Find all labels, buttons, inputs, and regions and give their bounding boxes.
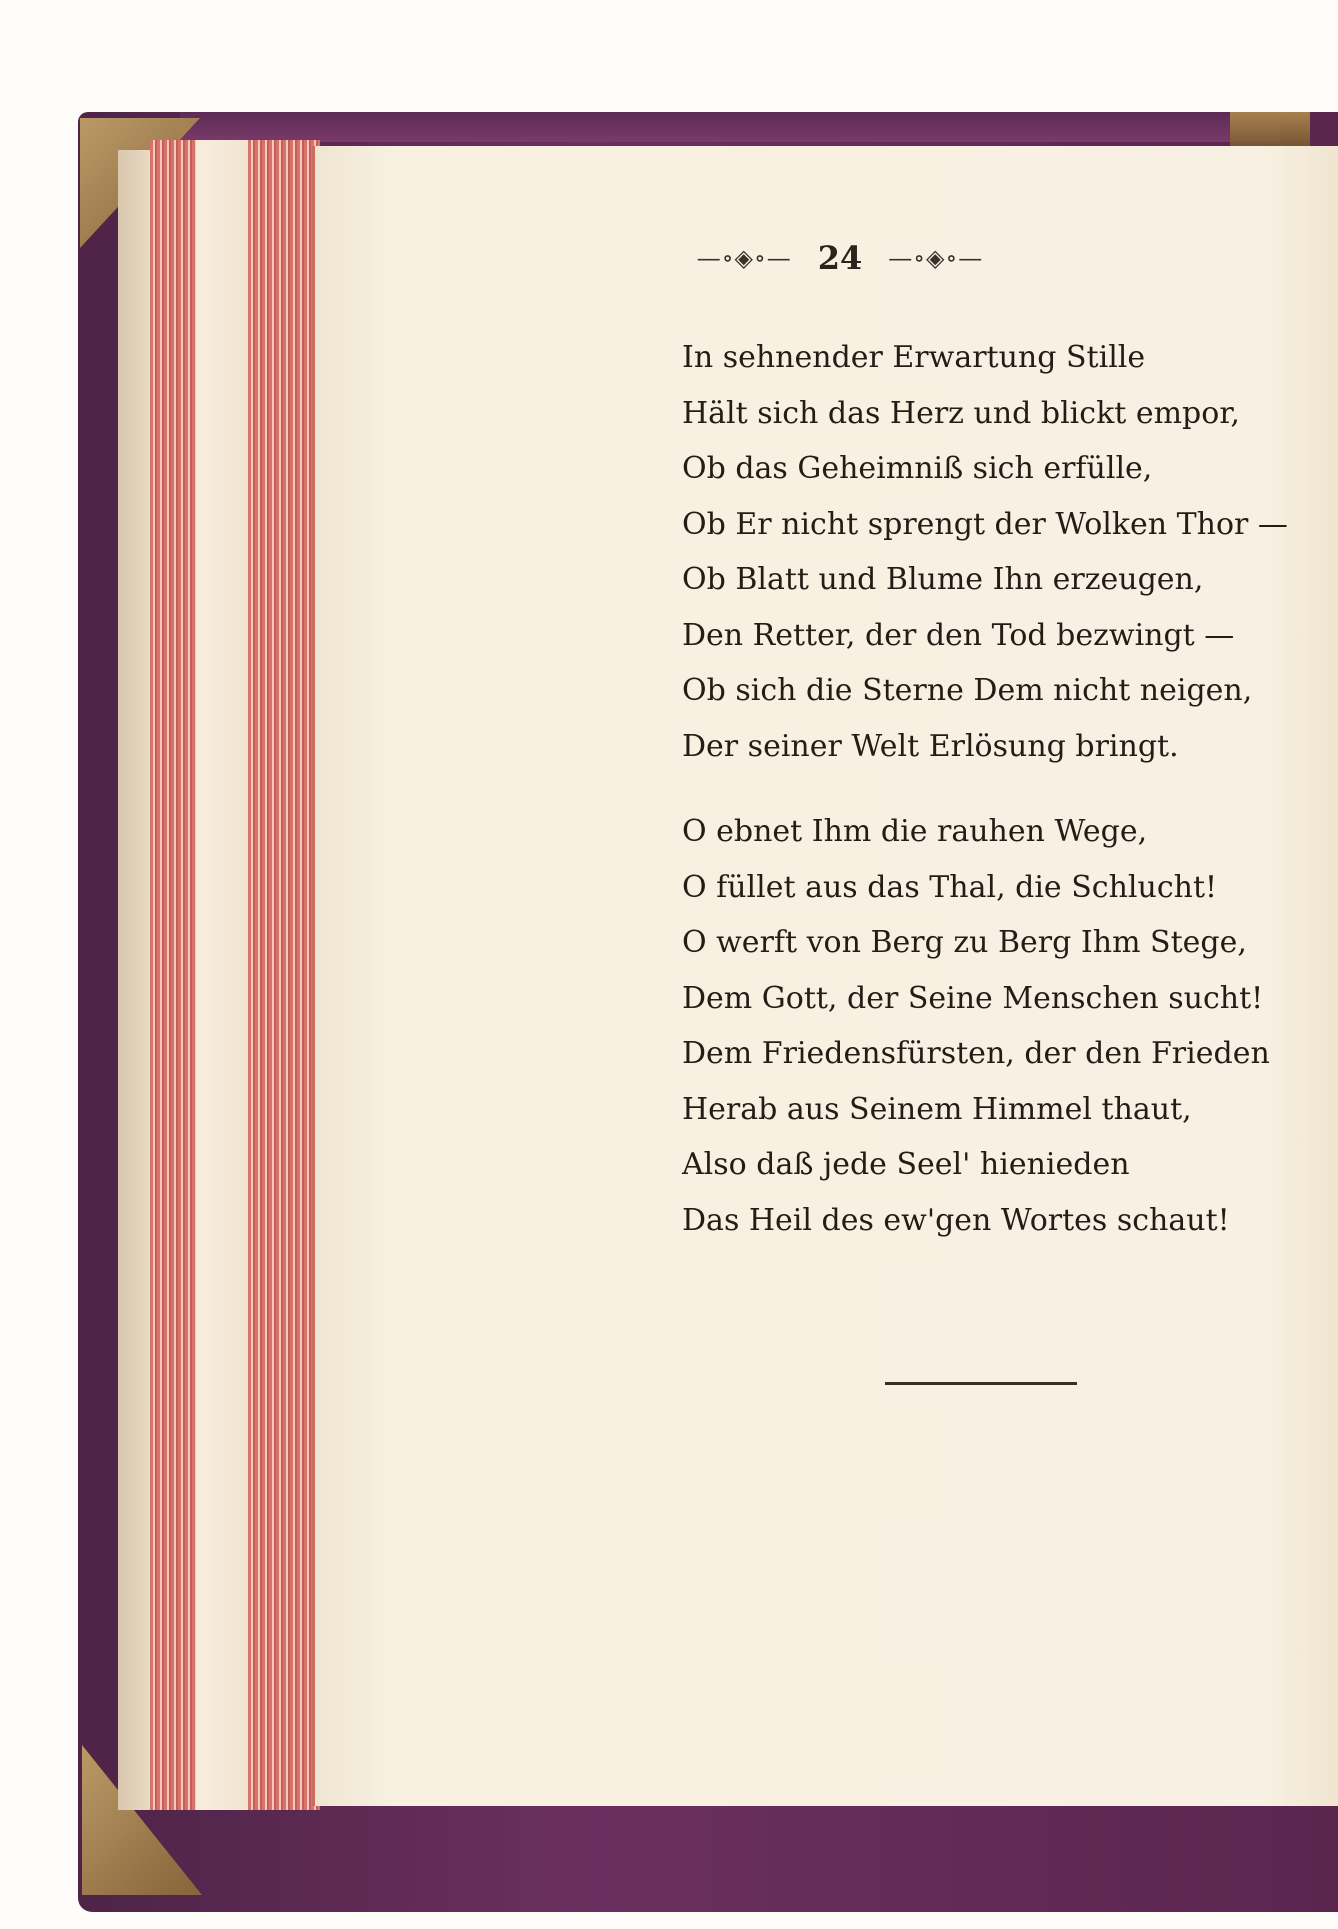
ornament-right: —∘◈∘—	[888, 244, 984, 272]
ornament-left: —∘◈∘—	[696, 244, 792, 272]
stanza-2	[682, 804, 1322, 1248]
poem-line: O füllet aus das Thal, die Schlucht!	[682, 869, 1218, 905]
poem-line: Also daß jede Seel' hienieden	[682, 1147, 1130, 1182]
poem-line: Das Heil des ew'gen Wortes schaut!	[682, 1202, 1230, 1238]
poem-line: In sehnender Erwartung Stille	[682, 340, 1146, 375]
poem-line: Herab aus Seinem Himmel thaut,	[682, 1091, 1192, 1127]
stanza-1	[682, 330, 1322, 774]
page-header	[540, 228, 1140, 288]
poem-line: Dem Friedensfürsten, der den Frieden	[682, 1036, 1270, 1071]
poem-line: Ob Blatt und Blume Ihn erzeugen,	[682, 562, 1204, 597]
poem-line: Dem Gott, der Seine Menschen sucht!	[682, 980, 1264, 1016]
page-number: 24	[817, 239, 863, 277]
poem-text	[682, 330, 1322, 1278]
poem-line: Ob sich die Sterne Dem nicht neigen,	[682, 673, 1253, 708]
poem-line: O werft von Berg zu Berg Ihm Stege,	[682, 925, 1247, 960]
poem-line: Den Retter, der den Tod bezwingt —	[682, 617, 1235, 653]
poem-line: Ob Er nicht sprengt der Wolken Thor —	[682, 506, 1288, 542]
leather-corner-top-right	[1230, 112, 1310, 146]
poem-line: Der seiner Welt Erlösung bringt.	[682, 728, 1179, 764]
poem-line: Ob das Geheimniß sich erfülle,	[682, 451, 1153, 486]
poem-line: Hält sich das Herz und blickt empor,	[682, 395, 1240, 431]
end-rule	[885, 1382, 1077, 1385]
cover-top-edge	[180, 112, 1280, 142]
poem-line: O ebnet Ihm die rauhen Wege,	[682, 814, 1148, 849]
page-edge-gap	[196, 140, 248, 1810]
